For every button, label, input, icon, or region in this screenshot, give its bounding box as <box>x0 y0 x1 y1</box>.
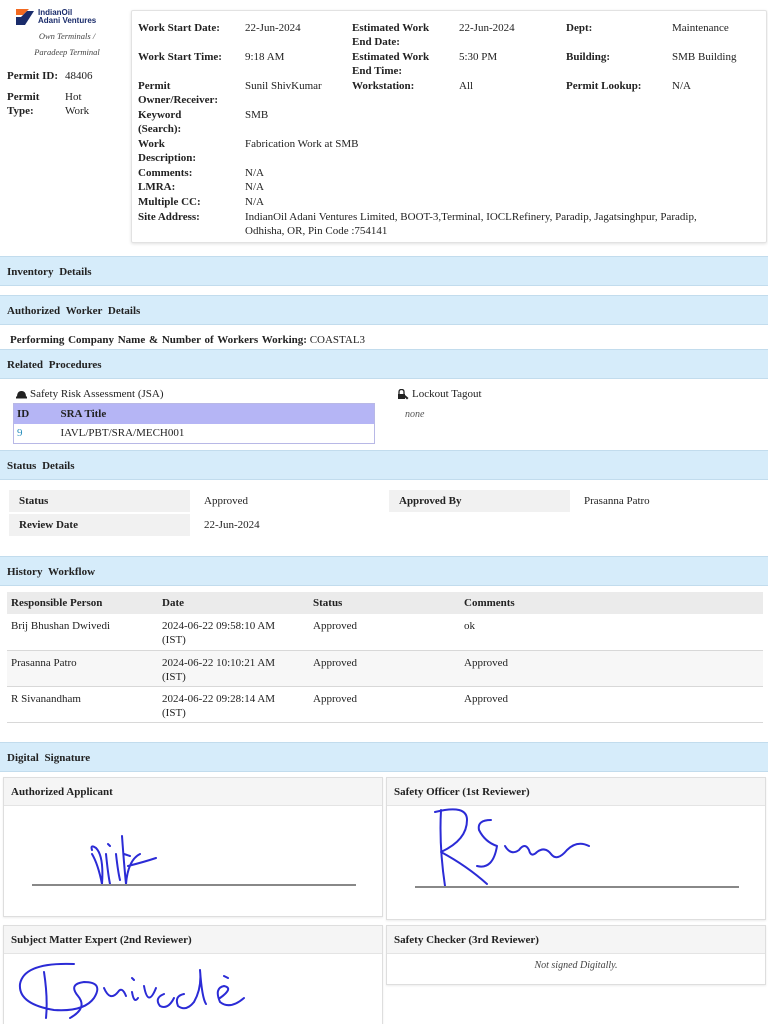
workers-value: COASTAL3 <box>309 334 366 346</box>
comments-value: N/A <box>245 167 264 179</box>
terminal-subtitle-line2: Paradeep Terminal <box>34 47 100 57</box>
workstation-value: All <box>459 80 474 92</box>
lockout-title <box>397 387 482 401</box>
permit-info-card <box>131 10 767 243</box>
multiple-cc-label: Multiple CC: <box>138 196 201 208</box>
sra-title-cell: IAVL/PBT/SRA/MECH001 <box>60 427 185 440</box>
lmra-value: N/A <box>245 181 264 193</box>
review-date-label: Review Date <box>9 514 190 536</box>
building-label: Building: <box>566 51 611 63</box>
history-table <box>7 592 763 723</box>
workers-label: Performing Company Name & Number of Workers Working: <box>10 334 307 346</box>
signature-box-sme <box>3 925 383 1024</box>
indianoil-logo-icon <box>15 8 35 26</box>
history-comment: Approved <box>460 686 763 722</box>
sra-header-id: ID <box>14 404 58 424</box>
dept-label: Dept: <box>566 22 593 34</box>
status-value: Approved <box>204 495 248 507</box>
history-status: Approved <box>309 614 460 650</box>
table-row <box>14 424 375 444</box>
keyword-label: Keyword (Search): <box>138 109 182 135</box>
work-start-time-label: Work Start Time: <box>138 51 222 63</box>
terminal-subtitle-line1: Own Terminals / <box>38 31 96 41</box>
est-end-time-label: Estimated Work End Time: <box>352 51 430 77</box>
table-row <box>7 650 763 686</box>
history-date: 2024-06-22 10:10:21 AM (IST) <box>158 650 309 686</box>
history-date: 2024-06-22 09:28:14 AM (IST) <box>158 686 309 722</box>
section-inventory-details[interactable]: Inventory Details <box>0 256 768 286</box>
section-related-procedures[interactable]: Related Procedures <box>0 349 768 379</box>
workers-line <box>10 334 365 346</box>
building-value: SMB Building <box>672 51 737 63</box>
lock-tag-icon <box>397 389 409 400</box>
jsa-title-text: Safety Risk Assessment (JSA) <box>30 388 164 400</box>
est-end-time-value: 5:30 PM <box>459 51 498 63</box>
site-address-label: Site Address: <box>138 211 200 223</box>
keyword-value: SMB <box>245 109 269 121</box>
lmra-label: LMRA: <box>138 181 176 193</box>
lockout-value: none <box>405 409 425 420</box>
approved-by-label: Approved By <box>389 490 570 512</box>
multiple-cc-value: N/A <box>245 196 264 208</box>
not-signed-text: Not signed Digitally. <box>534 960 618 971</box>
table-row <box>7 686 763 722</box>
signature-box-applicant <box>3 777 383 917</box>
signature-image-sme <box>14 958 284 1024</box>
history-comment: ok <box>460 614 763 650</box>
signature-line <box>415 886 739 888</box>
permit-id-label: Permit ID: <box>7 70 59 82</box>
est-end-date-label: Estimated Work End Date: <box>352 22 430 48</box>
signature-box-safety-checker <box>386 925 766 985</box>
signature-title-applicant: Authorized Applicant <box>4 778 382 806</box>
work-start-time-value: 9:18 AM <box>245 51 285 63</box>
hard-hat-icon <box>16 389 27 399</box>
signature-title-safety-checker: Safety Checker (3rd Reviewer) <box>387 926 765 954</box>
history-header-status: Status <box>309 592 460 614</box>
history-person: Prasanna Patro <box>7 650 158 686</box>
permit-lookup-value: N/A <box>672 80 691 92</box>
company-logo-area <box>8 8 126 60</box>
company-logo <box>15 8 126 26</box>
history-person: R Sivanandham <box>7 686 158 722</box>
permit-type-label: Permit Type: <box>7 91 40 117</box>
work-description-value: Fabrication Work at SMB <box>245 138 359 150</box>
signature-title-sme: Subject Matter Expert (2nd Reviewer) <box>4 926 382 954</box>
permit-type-value: Hot Work <box>65 91 90 117</box>
history-header-person: Responsible Person <box>7 592 158 614</box>
history-status: Approved <box>309 686 460 722</box>
history-header-comments: Comments <box>460 592 763 614</box>
history-comment: Approved <box>460 650 763 686</box>
jsa-title <box>16 387 164 401</box>
work-description-label: Work Description: <box>138 138 197 164</box>
permit-owner-value: Sunil ShivKumar <box>245 80 322 92</box>
signature-title-safety-officer: Safety Officer (1st Reviewer) <box>387 778 765 806</box>
section-authorized-worker-details[interactable]: Authorized Worker Details <box>0 295 768 325</box>
history-person: Brij Bhushan Dwivedi <box>7 614 158 650</box>
review-date-value: 22-Jun-2024 <box>204 519 260 531</box>
history-date: 2024-06-22 09:58:10 AM (IST) <box>158 614 309 650</box>
logo-text-line2: Adani Ventures <box>38 16 97 25</box>
permit-lookup-label: Permit Lookup: <box>566 80 642 92</box>
section-status-details[interactable]: Status Details <box>0 450 768 480</box>
signature-image-safety-officer <box>427 806 607 891</box>
approved-by-value: Prasanna Patro <box>584 495 650 507</box>
est-end-date-value: 22-Jun-2024 <box>459 22 515 34</box>
signature-box-safety-officer <box>386 777 766 920</box>
table-row <box>7 614 763 650</box>
lockout-title-text: Lockout Tagout <box>412 388 482 400</box>
history-header-date: Date <box>158 592 309 614</box>
site-address-value: IndianOil Adani Ventures Limited, BOOT-3,Terminal, IOCLRefinery, Paradip, Jagatsinghpur, Paradip, Odhisha, OR, Pin Code :754141 <box>245 211 697 237</box>
comments-label: Comments: <box>138 167 193 179</box>
section-digital-signature[interactable]: Digital Signature <box>0 742 768 772</box>
signature-line <box>32 884 356 886</box>
terminal-subtitle <box>8 28 126 60</box>
workstation-label: Workstation: <box>352 80 415 92</box>
permit-id-value: 48406 <box>65 70 93 82</box>
signature-image-applicant <box>84 814 184 894</box>
section-history-workflow[interactable]: History Workflow <box>0 556 768 586</box>
work-start-date-label: Work Start Date: <box>138 22 220 34</box>
sra-table <box>13 403 375 444</box>
status-label: Status <box>9 490 190 512</box>
permit-owner-label: Permit Owner/Receiver: <box>138 80 219 106</box>
logo-text-line1: IndianOil <box>38 8 73 17</box>
sra-header-title: SRA Title <box>58 404 375 424</box>
history-status: Approved <box>309 650 460 686</box>
permit-summary <box>7 69 127 125</box>
sra-id-link[interactable]: 9 <box>17 427 23 440</box>
dept-value: Maintenance <box>672 22 729 34</box>
work-start-date-value: 22-Jun-2024 <box>245 22 301 34</box>
